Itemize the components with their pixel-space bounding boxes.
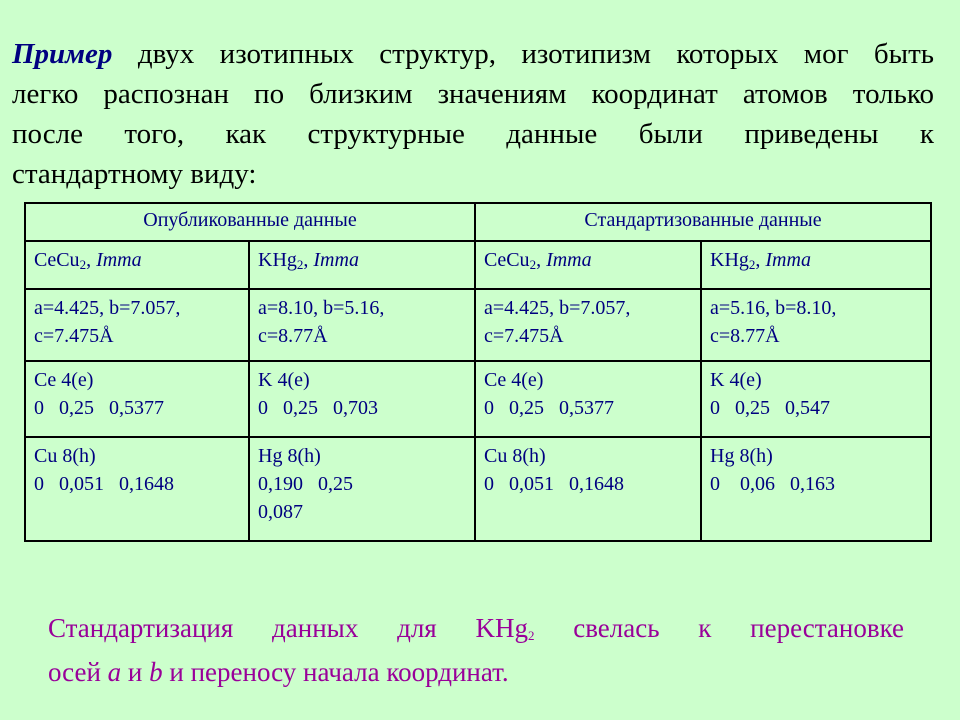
atom-coords: 0 0,25 0,547 xyxy=(710,397,830,419)
atom-site: Ce 4(e) xyxy=(484,369,544,391)
atom-site: Ce 4(e) xyxy=(34,369,94,391)
table-row-atoms-2 xyxy=(25,437,931,541)
atom-site: Cu 8(h) xyxy=(484,445,546,467)
conclusion-text: осей xyxy=(48,657,108,687)
conclusion-text: и переносу начала координат. xyxy=(162,657,509,687)
compound-cell xyxy=(25,241,249,289)
atom-coords: 0 0,25 0,5377 xyxy=(484,397,614,419)
table-row-compounds xyxy=(25,241,931,289)
cell-params xyxy=(701,289,931,361)
table-row-cell-params xyxy=(25,289,931,361)
cell-params-line: a=4.425, b=7.057, xyxy=(34,297,181,319)
conclusion-text: Стандартизация данных для KHg xyxy=(48,613,528,643)
conclusion-line-1 xyxy=(48,606,904,650)
atom-position xyxy=(25,437,249,541)
intro-line-1-text: двух изотипных структур, изотипизм которых мог быть xyxy=(112,38,934,70)
compound-separator: , xyxy=(303,249,314,271)
space-group: Imma xyxy=(546,249,592,271)
atom-position xyxy=(701,437,931,541)
compound-cell xyxy=(249,241,475,289)
intro-line-1 xyxy=(12,34,934,74)
compound-subscript: 2 xyxy=(748,257,756,272)
cell-params-line: c=7.475Å xyxy=(484,325,564,347)
atom-position xyxy=(701,361,931,437)
compound-formula: CeCu xyxy=(484,249,530,271)
compound-separator: , xyxy=(86,249,97,271)
conclusion-line-2 xyxy=(48,650,904,694)
header-published: Опубликованные данные xyxy=(25,203,475,241)
compound-subscript: 2 xyxy=(296,257,304,272)
conclusion-text: свелась к перестановке xyxy=(534,613,904,643)
intro-line-3: после того, как структурные данные были приведены к xyxy=(12,118,934,150)
cell-params xyxy=(25,289,249,361)
atom-site: K 4(e) xyxy=(258,369,310,391)
compound-cell xyxy=(475,241,701,289)
cell-params-line: c=8.77Å xyxy=(258,325,328,347)
atom-position xyxy=(249,437,475,541)
compound-separator: , xyxy=(755,249,766,271)
cell-params xyxy=(475,289,701,361)
compound-formula: KHg xyxy=(710,249,749,271)
atom-coords: 0 0,25 0,5377 xyxy=(34,397,164,419)
structure-comparison-table xyxy=(24,202,932,542)
compound-subscript: 2 xyxy=(79,257,87,272)
axis-a: a xyxy=(107,657,122,687)
intro-paragraph xyxy=(12,34,934,194)
cell-params-line: c=8.77Å xyxy=(710,325,780,347)
intro-line-4: стандартному виду: xyxy=(12,158,257,190)
atom-site: Cu 8(h) xyxy=(34,445,96,467)
atom-position xyxy=(249,361,475,437)
compound-formula: CeCu xyxy=(34,249,80,271)
atom-site: Hg 8(h) xyxy=(710,445,773,467)
intro-line-2: легко распознан по близким значениям координат атомов только xyxy=(12,78,934,110)
conclusion-subscript: 2 xyxy=(527,628,535,643)
compound-cell xyxy=(701,241,931,289)
compound-subscript: 2 xyxy=(529,257,537,272)
cell-params-line: a=5.16, b=8.10, xyxy=(710,297,837,319)
space-group: Imma xyxy=(765,249,811,271)
cell-params-line: a=4.425, b=7.057, xyxy=(484,297,631,319)
atom-coords: 0,190 0,25 xyxy=(258,473,353,495)
atom-coords: 0 0,051 0,1648 xyxy=(34,473,174,495)
cell-params-line: c=7.475Å xyxy=(34,325,114,347)
intro-lead-word: Пример xyxy=(12,38,113,70)
atom-coords: 0 0,051 0,1648 xyxy=(484,473,624,495)
conclusion-text: и xyxy=(121,657,150,687)
space-group: Imma xyxy=(96,249,142,271)
atom-position xyxy=(475,437,701,541)
conclusion-paragraph xyxy=(48,606,904,694)
atom-site: K 4(e) xyxy=(710,369,762,391)
atom-coords: 0 0,25 0,703 xyxy=(258,397,378,419)
atom-coords: 0 0,06 0,163 xyxy=(710,473,835,495)
space-group: Imma xyxy=(313,249,359,271)
table-row-atoms-1 xyxy=(25,361,931,437)
axis-b: b xyxy=(149,657,163,687)
atom-position xyxy=(25,361,249,437)
atom-position xyxy=(475,361,701,437)
atom-site: Hg 8(h) xyxy=(258,445,321,467)
cell-params xyxy=(249,289,475,361)
cell-params-line: a=8.10, b=5.16, xyxy=(258,297,385,319)
compound-separator: , xyxy=(536,249,547,271)
header-standardized: Стандартизованные данные xyxy=(475,203,931,241)
table-header-row xyxy=(25,203,931,241)
atom-coords-cont: 0,087 xyxy=(258,501,303,523)
compound-formula: KHg xyxy=(258,249,297,271)
